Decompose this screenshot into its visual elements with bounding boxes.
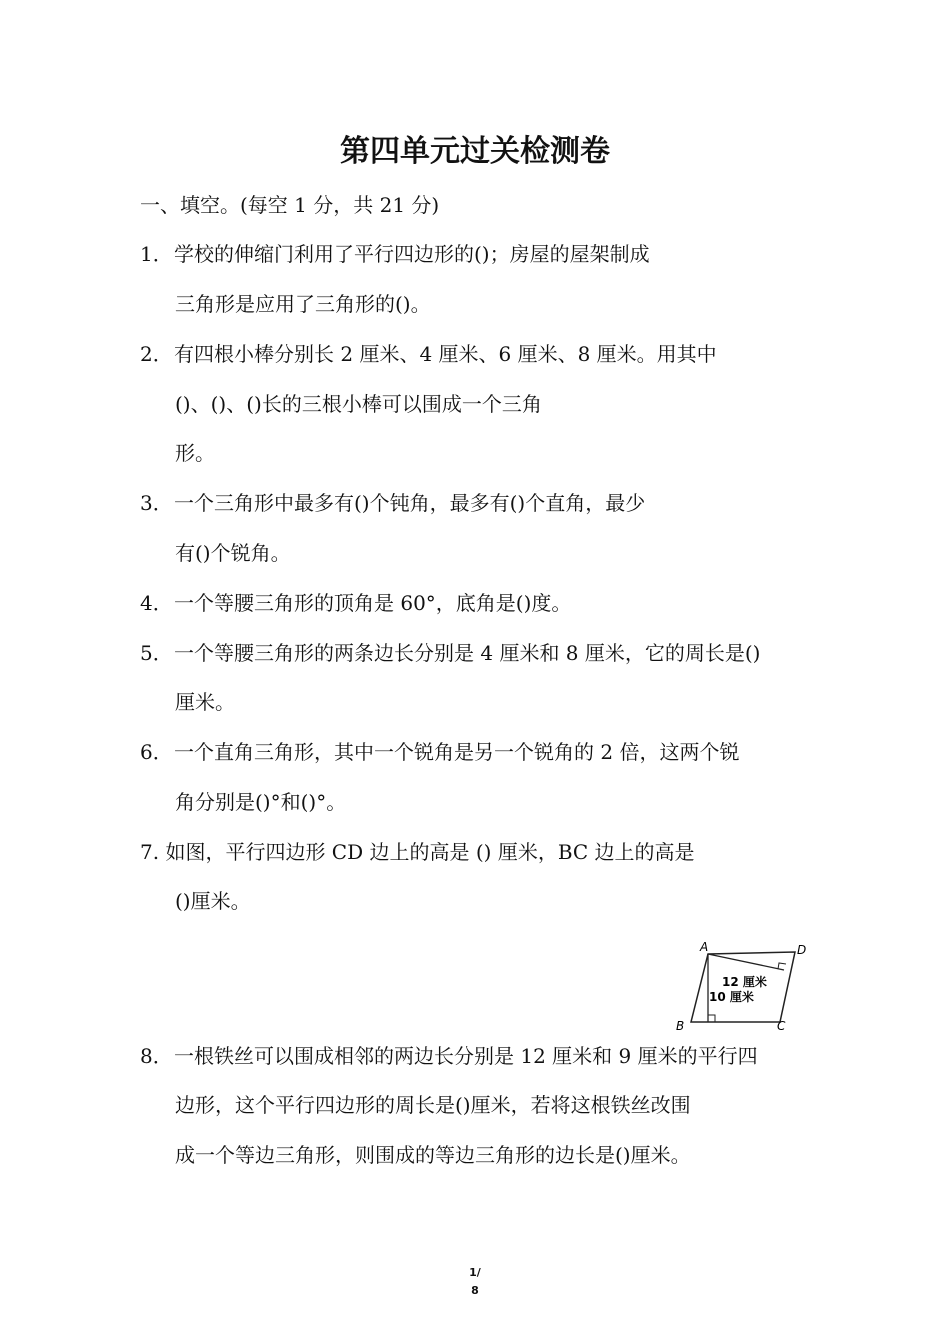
question-number: 4． bbox=[140, 591, 173, 615]
question-text: 一个等腰三角形的顶角是 60°，底角是()度。 bbox=[174, 591, 572, 615]
vertex-label-d: D bbox=[797, 943, 807, 957]
question-number: 5． bbox=[140, 641, 173, 665]
parallelogram-figure bbox=[670, 938, 812, 1034]
question-number: 6． bbox=[140, 740, 173, 764]
question-2-line-1 bbox=[140, 340, 717, 368]
question-3-line-2: 有()个锐角。 bbox=[175, 541, 291, 565]
vertex-label-c: C bbox=[777, 1019, 786, 1033]
question-2-line-3: 形。 bbox=[175, 441, 215, 465]
question-number: 3． bbox=[140, 491, 173, 515]
question-8-line-1 bbox=[140, 1042, 758, 1070]
question-7-line-2: ()厘米。 bbox=[175, 889, 251, 913]
question-text: 一个三角形中最多有()个钝角，最多有()个直角，最少 bbox=[174, 491, 646, 515]
right-angle-mark-bc bbox=[708, 1015, 715, 1022]
question-7-line-1 bbox=[140, 838, 695, 866]
length-label-12: 12 厘米 bbox=[722, 975, 767, 989]
question-number: 7. bbox=[140, 840, 166, 864]
question-6-line-1 bbox=[140, 738, 739, 766]
vertex-label-b: B bbox=[676, 1019, 685, 1033]
length-label-10: 10 厘米 bbox=[709, 990, 754, 1004]
question-3-line-1 bbox=[140, 489, 645, 517]
height-to-cd bbox=[708, 954, 784, 970]
question-4-line-1 bbox=[140, 589, 571, 617]
question-text: 一个等腰三角形的两条边长分别是 4 厘米和 8 厘米，它的周长是() bbox=[174, 641, 761, 665]
question-text: 如图，平行四边形 CD 边上的高是 () 厘米，BC 边上的高是 bbox=[165, 840, 695, 864]
right-angle-mark-cd bbox=[778, 963, 786, 969]
question-text: 有四根小棒分别长 2 厘米、4 厘米、6 厘米、8 厘米。用其中 bbox=[174, 342, 717, 366]
question-8-line-3: 成一个等边三角形，则围成的等边三角形的边长是()厘米。 bbox=[175, 1143, 691, 1167]
page-number-top: 1/ bbox=[469, 1266, 481, 1279]
section-heading: 一、填空。(每空 1 分，共 21 分) bbox=[140, 193, 440, 217]
question-text: 一个直角三角形，其中一个锐角是另一个锐角的 2 倍，这两个锐 bbox=[174, 740, 740, 764]
question-2-line-2: ()、()、()长的三根小棒可以围成一个三角 bbox=[175, 392, 542, 416]
page-number-bottom: 8 bbox=[471, 1284, 479, 1297]
page-title: 第四单元过关检测卷 bbox=[340, 134, 610, 169]
vertex-label-a: A bbox=[700, 940, 709, 954]
question-text: 一根铁丝可以围成相邻的两边长分别是 12 厘米和 9 厘米的平行四 bbox=[174, 1044, 758, 1068]
question-8-line-2: 边形，这个平行四边形的周长是()厘米，若将这根铁丝改围 bbox=[175, 1093, 691, 1117]
question-5-line-1 bbox=[140, 639, 760, 667]
question-5-line-2: 厘米。 bbox=[175, 690, 235, 714]
question-number: 8． bbox=[140, 1044, 173, 1068]
question-1-line-2: 三角形是应用了三角形的()。 bbox=[175, 292, 431, 316]
question-number: 2． bbox=[140, 342, 173, 366]
question-number: 1． bbox=[140, 242, 173, 266]
question-1-line-1 bbox=[140, 240, 650, 268]
question-6-line-2: 角分别是()°和()°。 bbox=[175, 790, 347, 814]
question-text: 学校的伸缩门利用了平行四边形的()；房屋的屋架制成 bbox=[174, 242, 650, 266]
